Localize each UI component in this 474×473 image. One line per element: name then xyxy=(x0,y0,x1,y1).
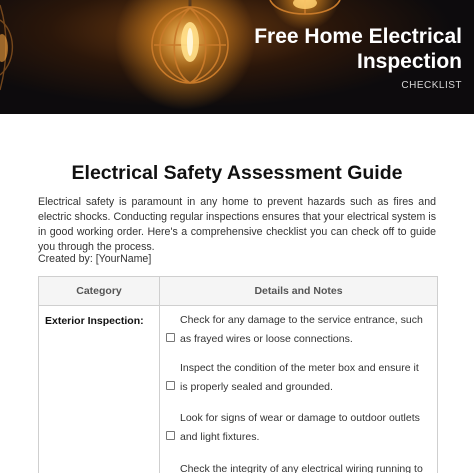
intro-paragraph: Electrical safety is paramount in any home to prevent hazards such as fires and electric shocks. Conducting regular inspections ensures that your electrical system is in good working order. Here's a comprehensive checklist you can check off to guide you through the process. xyxy=(38,196,436,253)
created-by xyxy=(38,253,151,265)
banner-title: Free Home Electrical Inspection xyxy=(254,25,462,73)
column-header-details: Details and Notes xyxy=(254,285,343,297)
created-by-label: Created by: xyxy=(38,253,93,265)
column-divider xyxy=(159,277,160,473)
checklist-table xyxy=(38,276,438,473)
checkbox[interactable] xyxy=(166,431,175,440)
checklist-item-text: Look for signs of wear or damage to outdoor outlets and light fixtures. xyxy=(180,412,420,443)
created-by-value: [YourName] xyxy=(95,253,152,265)
header-banner xyxy=(0,0,474,114)
checklist-item-text: Inspect the condition of the meter box and ensure it is properly sealed and grounded. xyxy=(180,362,419,393)
banner-subtitle: CHECKLIST xyxy=(401,80,462,91)
table-header xyxy=(39,277,437,306)
checklist-item-text: Check for any damage to the service entrance, such as frayed wires or loose connections. xyxy=(180,314,423,345)
page-title: Electrical Safety Assessment Guide xyxy=(71,162,403,184)
category-label: Exterior Inspection: xyxy=(45,315,144,327)
column-header-category: Category xyxy=(76,285,122,297)
checkbox[interactable] xyxy=(166,381,175,390)
checklist-item-text: Check the integrity of any electrical wiring running to xyxy=(180,463,423,473)
checkbox[interactable] xyxy=(166,333,175,342)
